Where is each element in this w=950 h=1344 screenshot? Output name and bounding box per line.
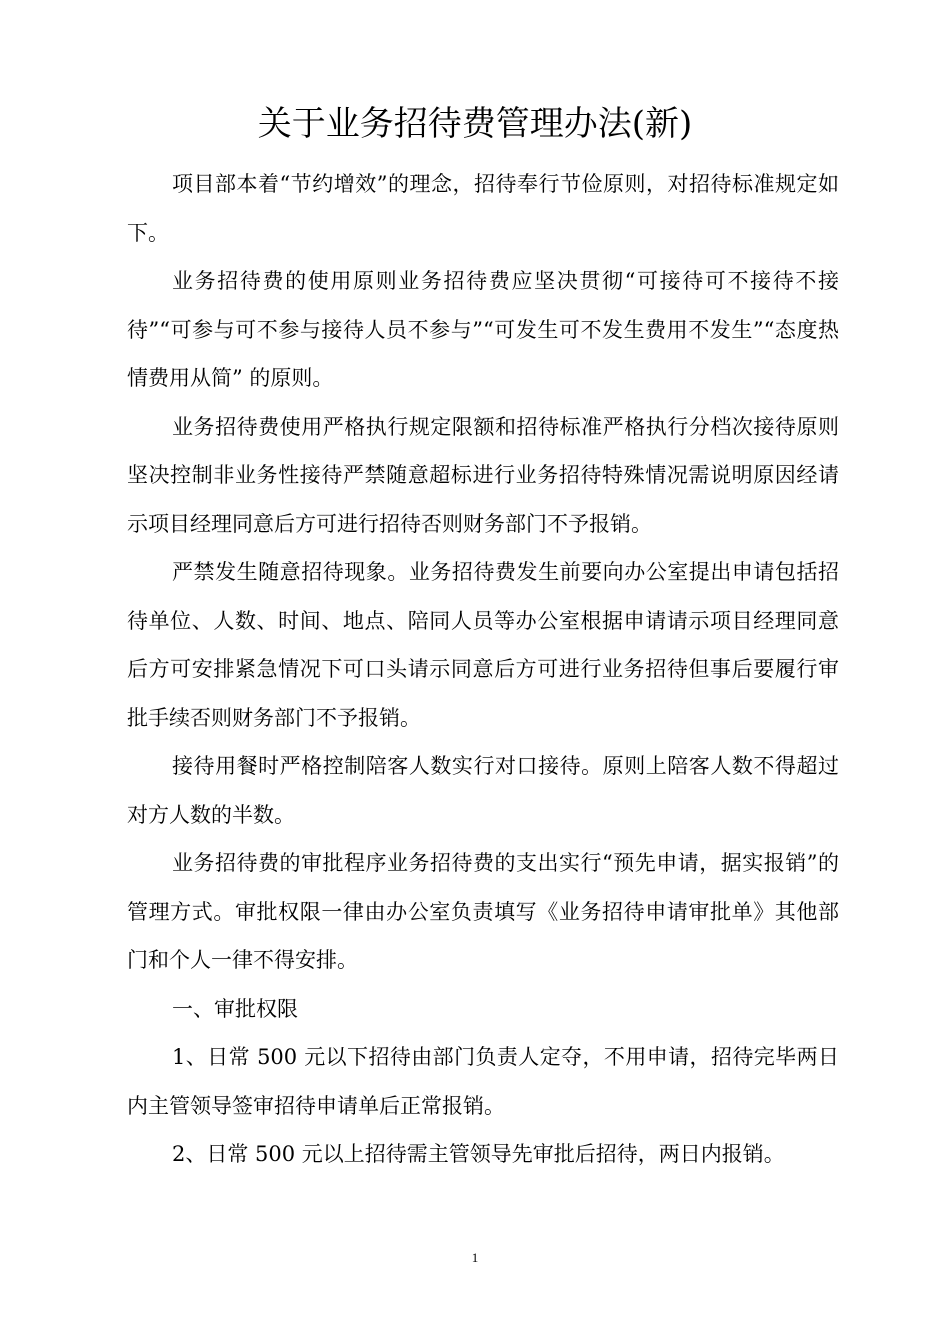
paragraph-usage-principle: 业务招待费的使用原则业务招待费应坚决贯彻“可接待可不接待不接待”“可参与可不参与接待人员不参与”“可发生可不发生费用不发生”“态度热情费用从简” 的原则。: [127, 269, 839, 390]
document-body: [127, 160, 839, 1179]
paragraph-usage-standard: 业务招待费使用严格执行规定限额和招待标准严格执行分档次接待原则坚决控制非业务性接待严禁随意超标进行业务招待特殊情况需说明原因经请示项目经理同意后方可进行招待否则财务部门不予报销。: [127, 414, 839, 536]
paragraph-application: 严禁发生随意招待现象。业务招待费发生前要向办公室提出申请包括招待单位、人数、时间、地点、陪同人员等办公室根据申请请示项目经理同意后方可安排紧急情况下可口头请示同意后方可进行业务招待但事后要履行审批手续否则财务部门不予报销。: [127, 560, 839, 730]
list-item-above-500: 2、日常 500 元以上招待需主管领导先审批后招待，两日内报销。: [172, 1142, 785, 1166]
section-heading-approval-authority: 一、审批权限: [172, 996, 298, 1021]
paragraph-approval-procedure: 业务招待费的审批程序业务招待费的支出实行“预先申请，据实报销”的管理方式。审批权限一律由办公室负责填写《业务招待申请审批单》其他部门和个人一律不得安排。: [127, 851, 839, 972]
paragraph-intro: 项目部本着“节约增效”的理念，招待奉行节俭原则，对招待标准规定如下。: [127, 172, 839, 245]
page-number: 1: [471, 1250, 479, 1265]
list-item-below-500: 1、日常 500 元以下招待由部门负责人定夺，不用申请，招待完毕两日内主管领导签审招待申请单后正常报销。: [127, 1045, 839, 1118]
paragraph-dining: 接待用餐时严格控制陪客人数实行对口接待。原则上陪客人数不得超过对方人数的半数。: [127, 754, 839, 827]
document-title: 关于业务招待费管理办法(新): [257, 104, 693, 144]
